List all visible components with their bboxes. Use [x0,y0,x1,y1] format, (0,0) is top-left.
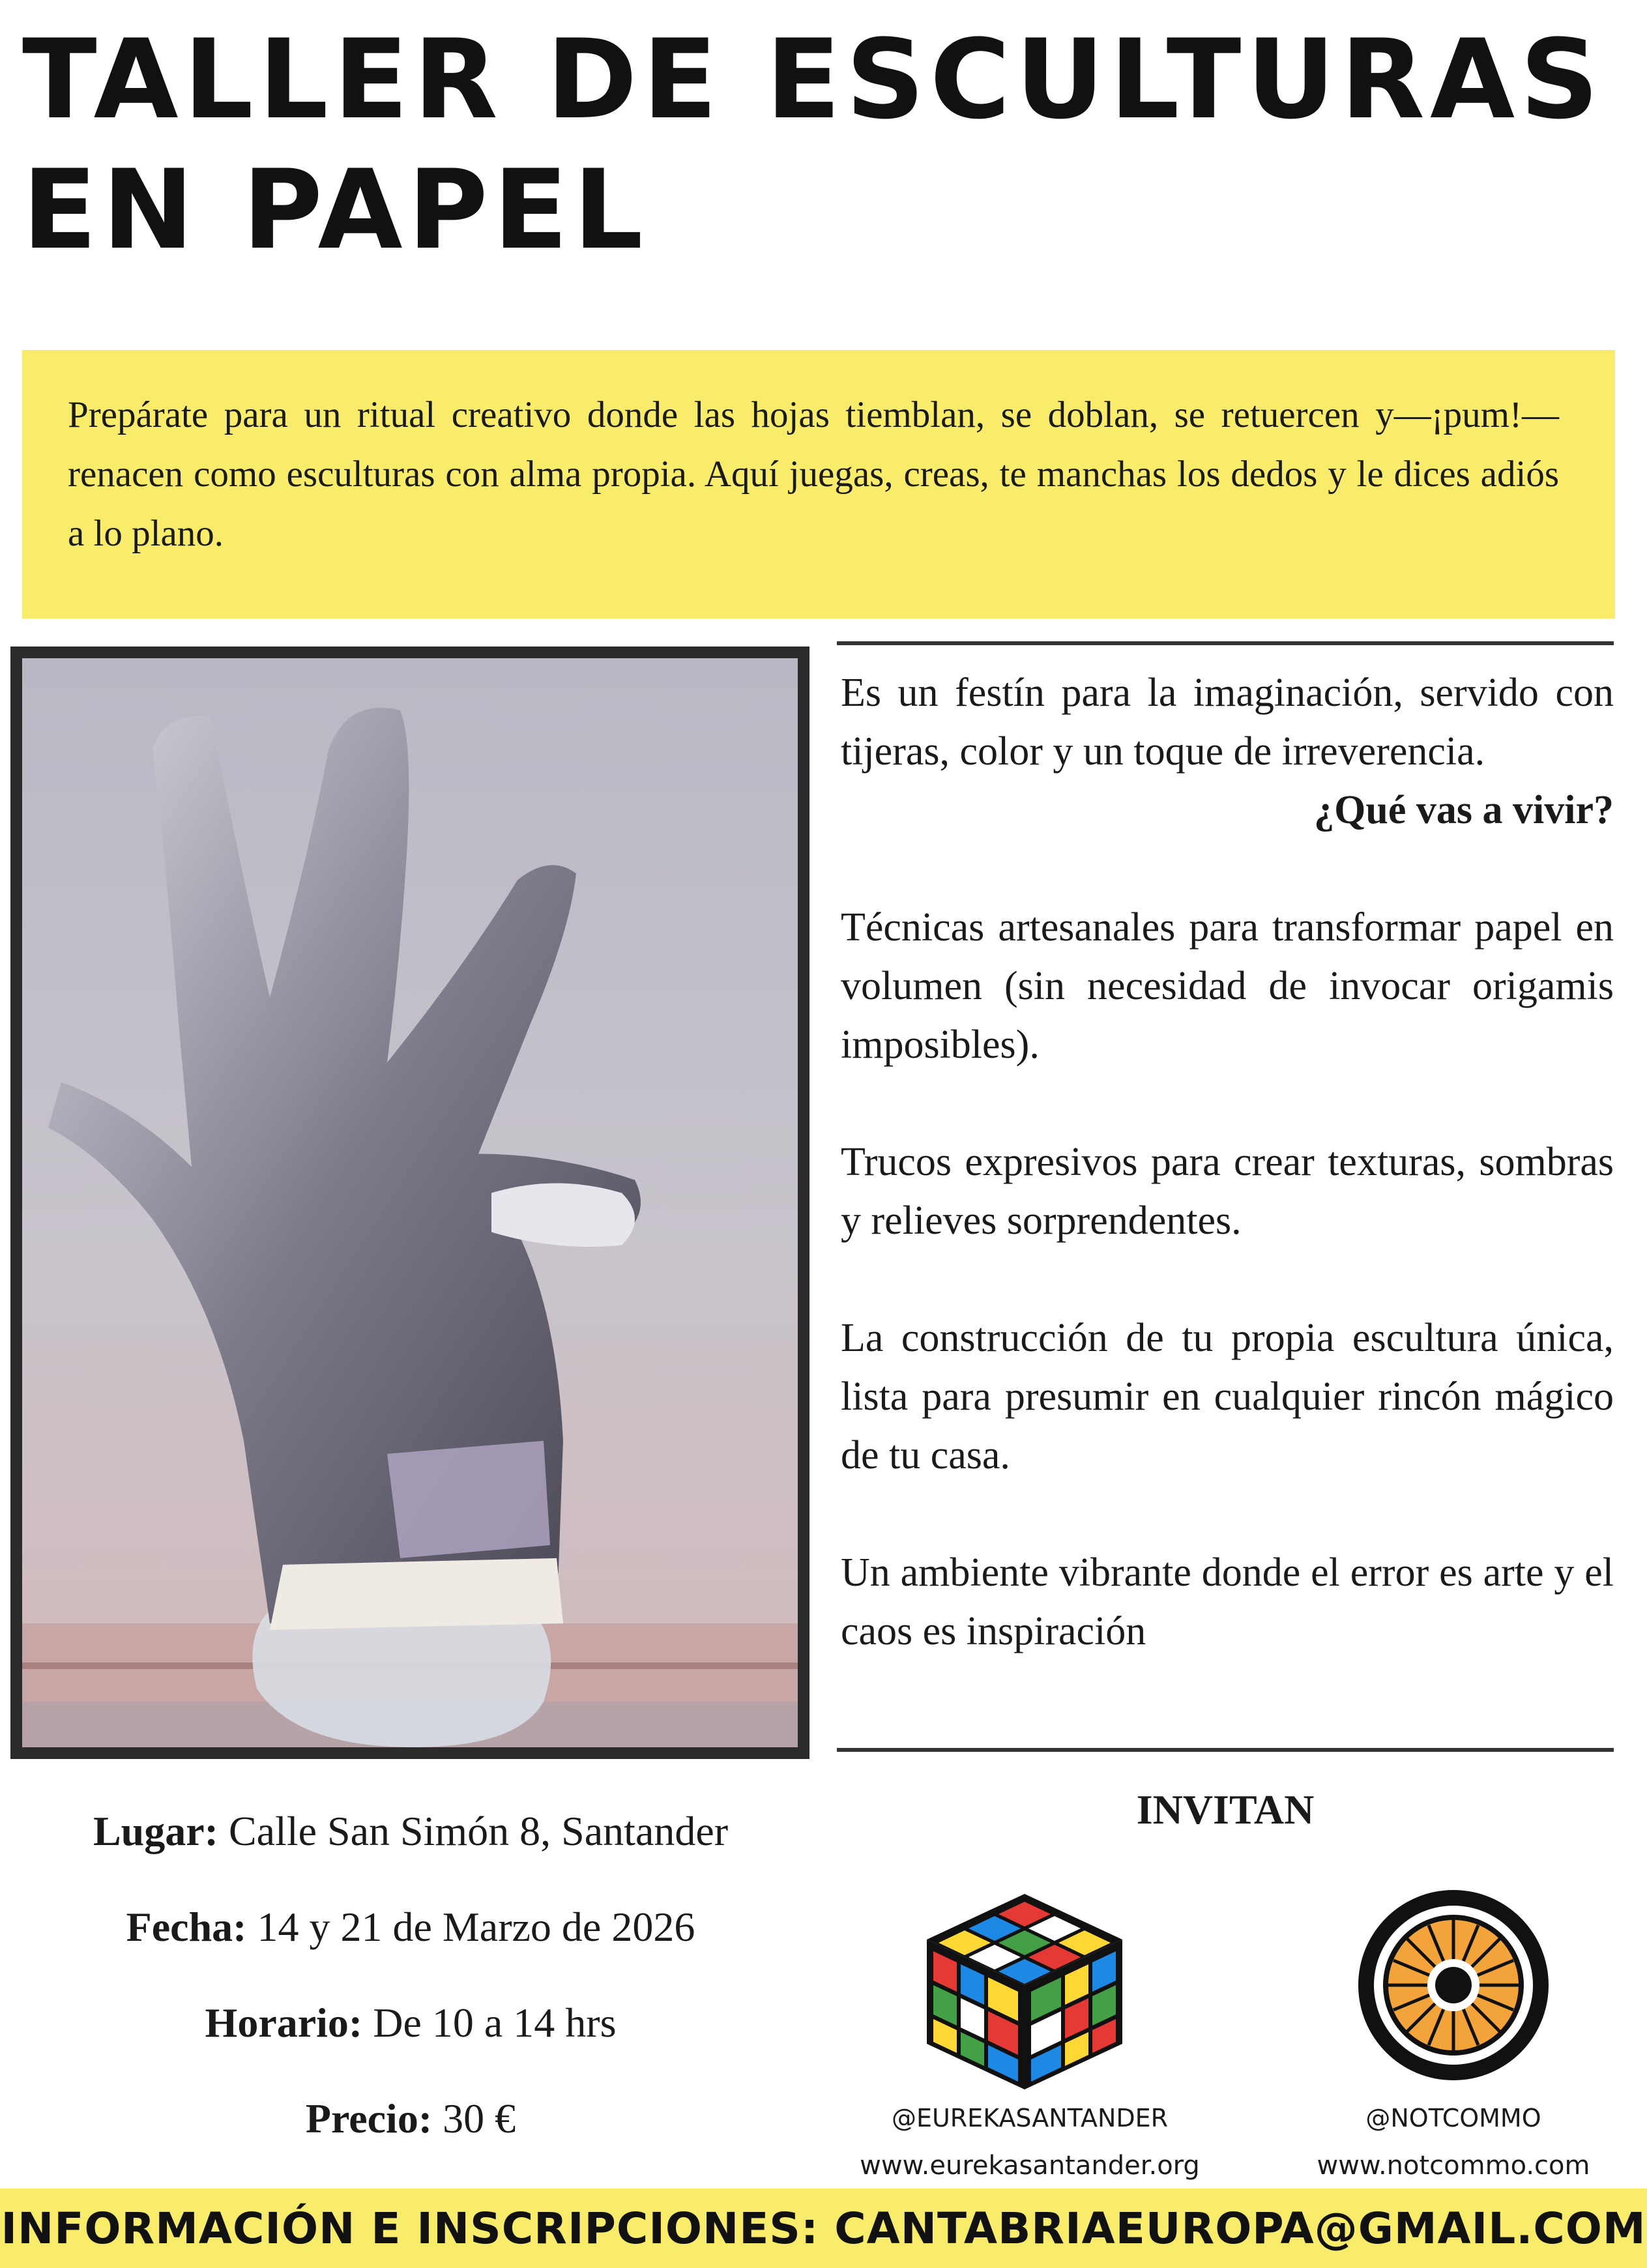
description-lead: Es un festín para la imaginación, servido con tijeras, color y un toque de irreverencia. [841,671,1614,774]
eureka-website-link[interactable]: www.eurekasantander.org [860,2151,1200,2181]
notcommo-handle: @NOTCOMMO [1365,2104,1541,2132]
title-line-1: TALLER DE ESCULTURAS [22,16,1605,143]
point-techniques: Técnicas artesanales para transformar papel en volumen (sin necesidad de invocar origamis imposibles). [841,905,1614,1067]
bottom-divider [837,1748,1614,1752]
notcommo-website-link[interactable]: www.notcommo.com [1317,2151,1590,2181]
invitan-heading: INVITAN [1136,1786,1315,1833]
title-line-2: EN PAPEL [22,146,649,274]
point-ambient: Un ambiente vibrante donde el error es arte y el caos es inspiración [841,1550,1614,1653]
sunburst-circle-logo-icon [1356,1887,1551,2083]
footer-contact-text[interactable]: INFORMACIÓN E INSCRIPCIONES: CANTABRIAEUROPA@GMAIL.COM [1,2203,1646,2254]
sculpture-photo [10,647,809,1759]
description-question: ¿Qué vas a vivir? [1314,788,1614,832]
fecha-label: Fecha: [126,1904,247,1950]
detail-precio [26,2093,795,2145]
intro-text: Prepárate para un ritual creativo donde las hojas tiemblan, se doblan, se retuercen y—¡pum!—renacen como esculturas con alma propia. Aquí juegas, creas, te manchas los dedos y le dices adiós a lo plano. [68,394,1559,554]
horario-value: De 10 a 14 hrs [373,1999,617,2046]
eureka-handle: @EUREKASANTANDER [891,2104,1169,2132]
detail-horario [26,1997,795,2049]
horario-label: Horario: [205,1999,363,2046]
footer-contact-bar [0,2188,1647,2268]
fecha-value: 14 y 21 de Marzo de 2026 [257,1904,695,1950]
lugar-label: Lugar: [93,1808,218,1854]
paper-hand-sculpture-image [22,658,798,1747]
event-details [26,1805,795,2188]
precio-value: 30 € [443,2095,516,2142]
intro-box [22,350,1615,618]
description [841,663,1614,1719]
detail-lugar [26,1805,795,1857]
precio-label: Precio: [305,2095,433,2142]
point-textures: Trucos expresivos para crear texturas, sombras y relieves sorprendentes. [841,1140,1614,1243]
point-construction: La construcción de tu propia escultura única, lista para presumir en cualquier rincón mágico de tu casa. [841,1316,1614,1477]
page-title [22,14,1604,275]
top-divider [837,641,1614,645]
detail-fecha [26,1901,795,1953]
rubik-cube-logo-icon [920,1887,1129,2096]
lugar-value: Calle San Simón 8, Santander [228,1808,729,1854]
